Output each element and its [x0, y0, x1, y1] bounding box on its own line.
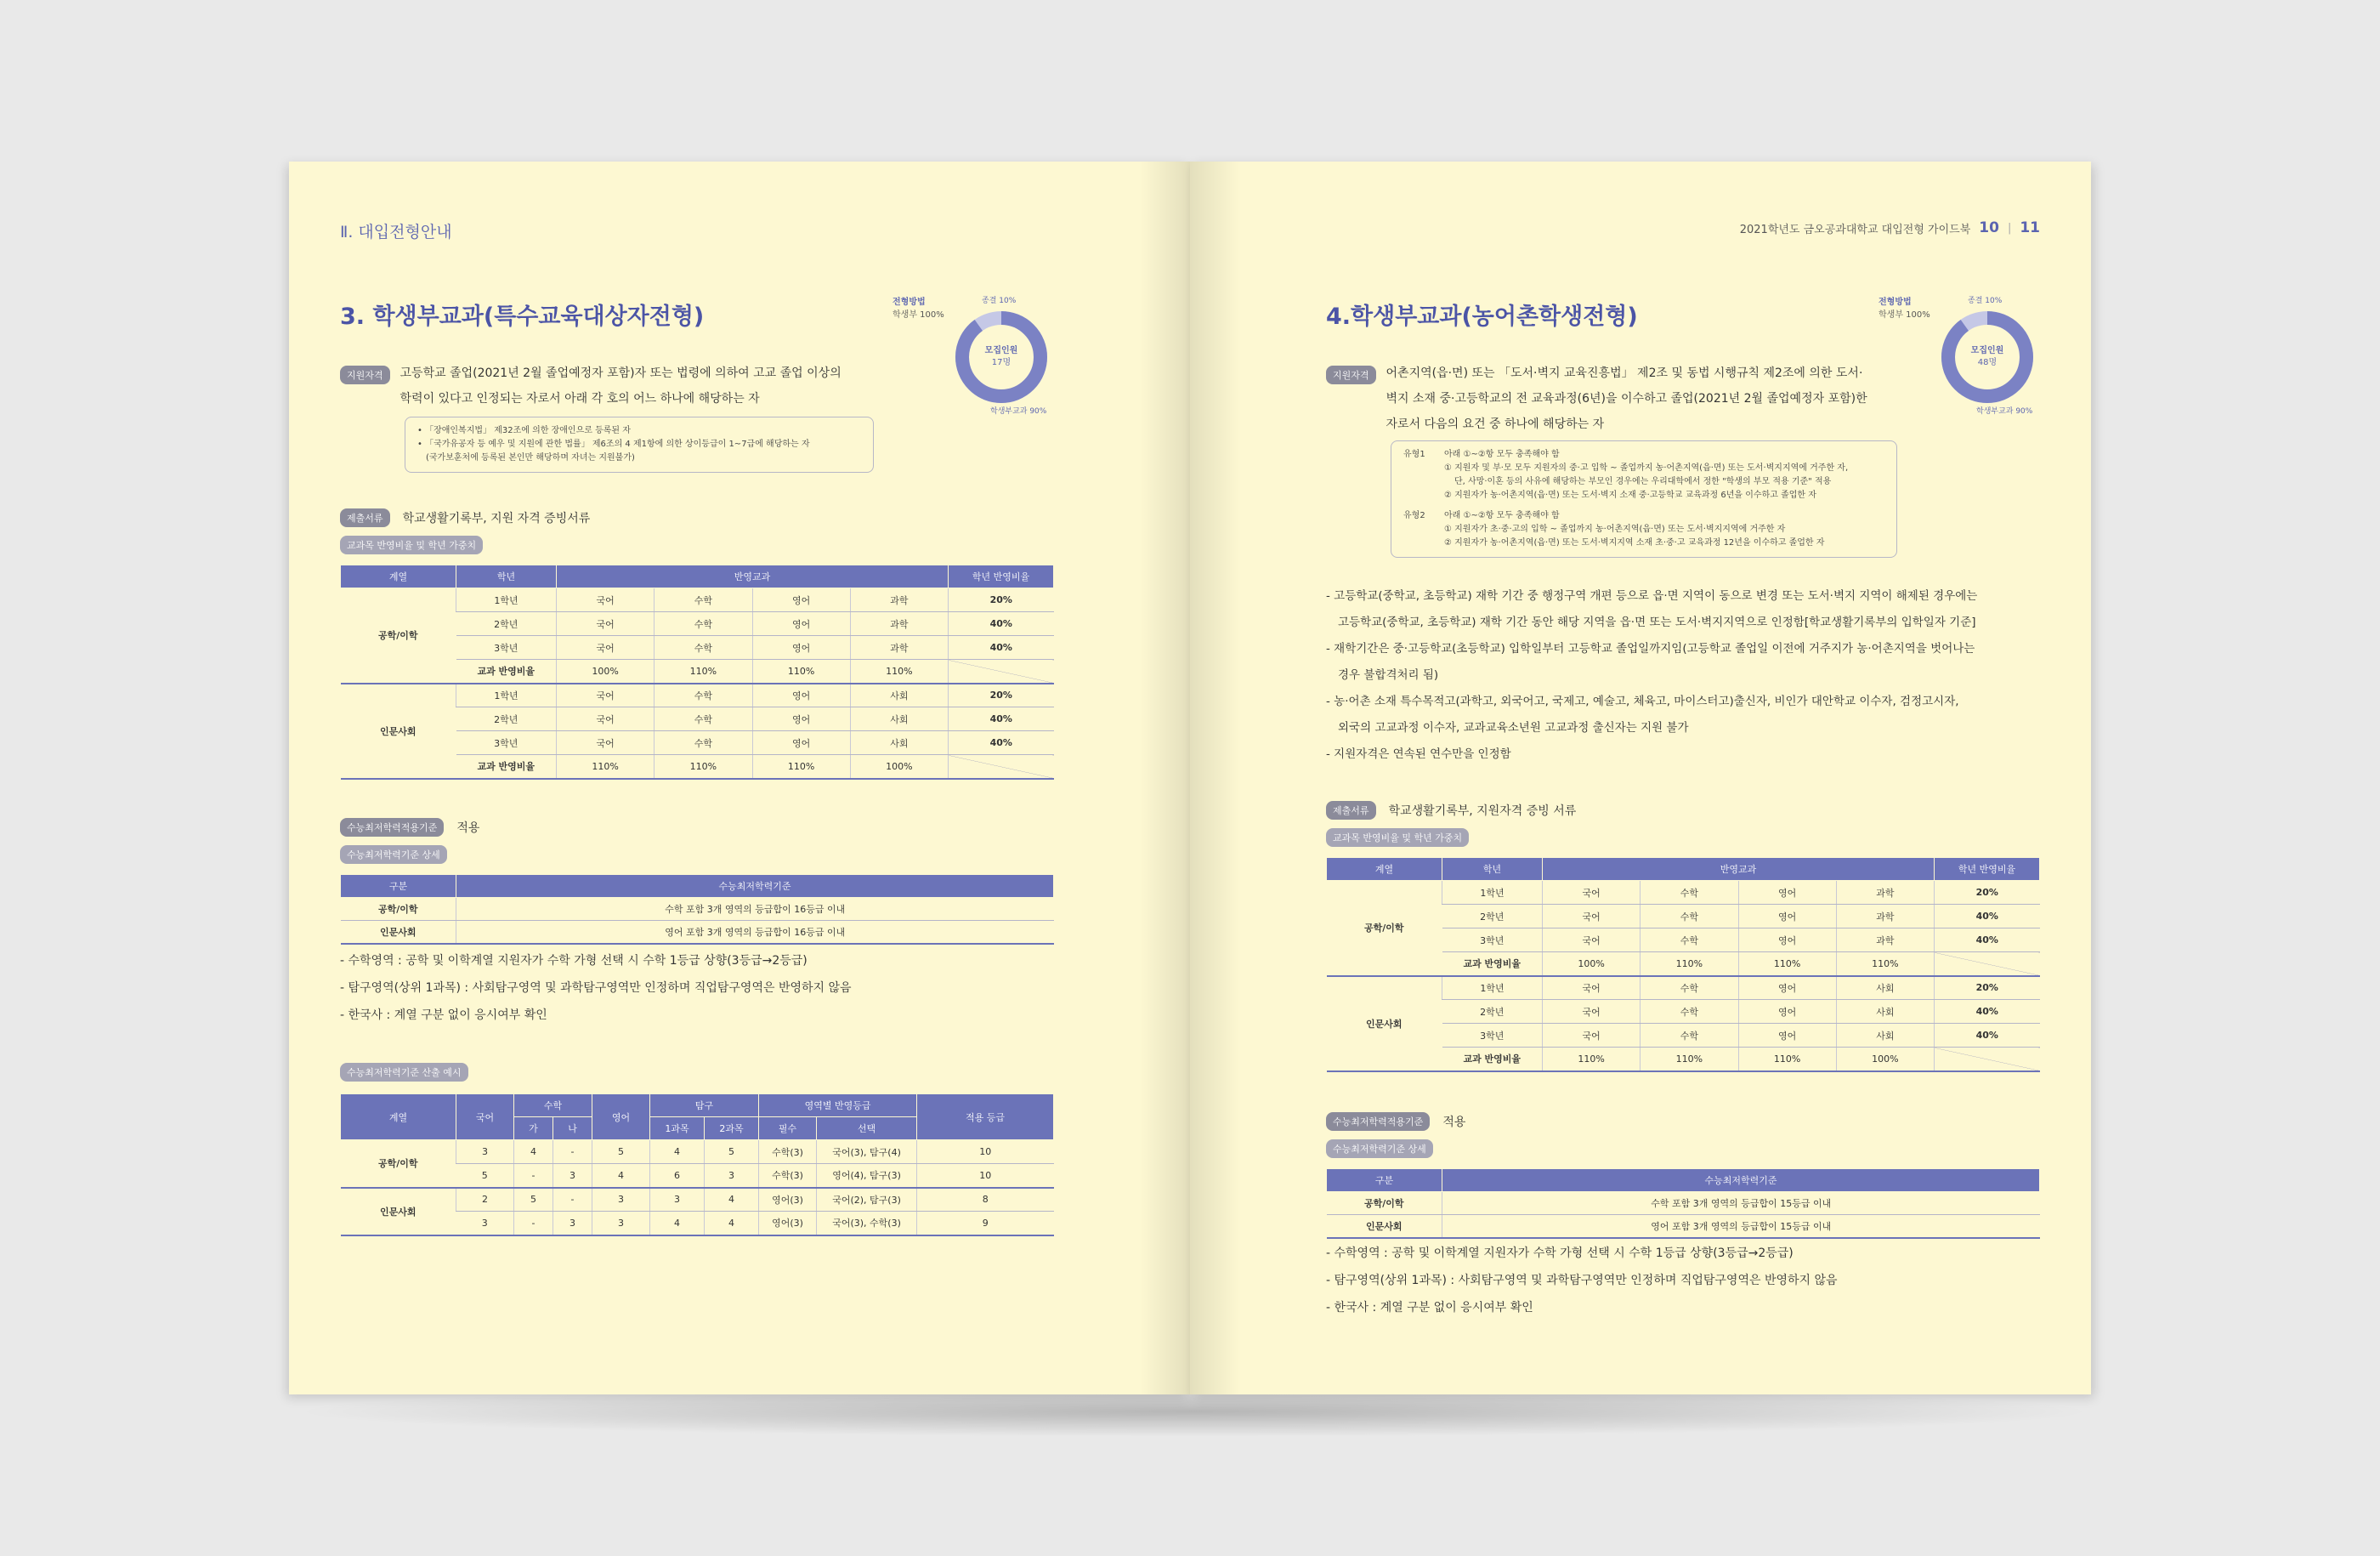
page-number-right: 11: [2020, 219, 2040, 236]
book-title: 2021학년도 금오공과대학교 대입전형 가이드북: [1739, 223, 1971, 236]
min-apply-tag: 수능최저학력적용기준: [1326, 1112, 1430, 1131]
table-row: 3학년 국어 수학 영어 과학 40%: [341, 636, 1054, 660]
table-row: 인문사회 영어 포함 3개 영역의 등급합이 15등급 이내: [1327, 1215, 2040, 1238]
table-row: 3학년 국어 수학 영어 과학 40%: [1327, 928, 2040, 952]
qualification-tag: 지원자격: [1326, 366, 1376, 384]
condition-line: 고등학교(중학교, 초등학교) 재학 기간 동안 해당 지역을 읍·면 또는 도서·벽지지역으로 인정함[학교생활기록부의 입학일자 기준]: [1338, 616, 1976, 629]
condition-line: - 농·어촌 소재 특수목적고(과학고, 외국어고, 국제고, 예술고, 체육고, 마이스터고)출신자, 비인가 대안학교 이수자, 검정고시자,: [1326, 695, 1959, 708]
min-apply-section: [1326, 1112, 1465, 1131]
page-title: 4.학생부교과(농어촌학생전형): [1326, 304, 1638, 330]
documents-tag: 제출서류: [1326, 801, 1376, 820]
table-row: 교과 반영비율 100% 110% 110% 110%: [341, 660, 1054, 684]
qualification-tag: 지원자격: [340, 366, 390, 384]
ratio-tag-wrap: [340, 536, 483, 554]
min-detail-tag: 수능최저학력기준 상세: [1326, 1139, 1433, 1158]
table-row: 공학/이학 1학년 국어 수학 영어 과학 20%: [1327, 881, 2040, 905]
table-row: 공학/이학 1학년 국어 수학 영어 과학 20%: [341, 588, 1054, 612]
table-row: 2학년 국어 수학 영어 과학 40%: [1327, 905, 2040, 928]
conditions-list: [1326, 583, 2057, 768]
table-row: 2학년 국어 수학 영어 과학 40%: [341, 612, 1054, 636]
table-row: 교과 반영비율 100% 110% 110% 110%: [1327, 952, 2040, 976]
qualification-section: [340, 366, 952, 473]
min-detail-tag: 수능최저학력기준 상세: [340, 845, 447, 864]
table-row: 2학년 국어 수학 영어 사회 40%: [1327, 1000, 2040, 1024]
min-detail-tag-wrap: [340, 845, 447, 864]
ratio-table: 계열 학년 반영교과 학년 반영비율 공학/이학 1학년 국어 수학 영어 과학 20% 2학년 국어 수학 영어 과학 40% 3학년 국어 수학 영어 과학 40% 교과 반영비율 100% 110% 110% 110% 인문사회 1학년 국어 수학 영어 사회 20% 2학년 국어 수학 영어 사회 40% 3학년 국어 수학 영어 사회 40% 교과 반영비율 110% 110% 110% 100%: [1326, 857, 2040, 1072]
min-detail-tag-wrap: [1326, 1139, 1433, 1158]
section-header: Ⅱ. 대입전형안내: [340, 223, 452, 241]
table-row: 3학년 국어 수학 영어 사회 40%: [341, 731, 1054, 755]
ratio-tag-wrap: [1326, 828, 1469, 847]
table-row: 교과 반영비율 110% 110% 110% 100%: [1327, 1048, 2040, 1071]
condition-line: - 재학기간은 중·고등학교(초등학교) 입학일부터 고등학교 졸업일까지임(고등학교 졸업일 이전에 거주지가 농·어촌지역을 벗어나는: [1326, 642, 1975, 656]
ratio-table-wrap: [340, 565, 1054, 780]
running-header: [1740, 219, 2040, 236]
min-apply-value: 적용: [456, 821, 480, 835]
condition-line: - 지원자격은 연속된 연수만을 인정함: [1326, 747, 1511, 761]
table-row: 인문사회 1학년 국어 수학 영어 사회 20%: [341, 684, 1054, 707]
ratio-tag: 교과목 반영비율 및 학년 가중치: [340, 536, 483, 554]
qualification-section: [1326, 366, 1989, 558]
min-apply-value: 적용: [1442, 1116, 1466, 1129]
type-group: 유형2 아래 ①~②항 모두 충족해야 함 ① 지원자가 초·중·고의 입학 ~ 졸업까지 농·어촌지역(읍·면) 또는 도서·벽지지역에 거주한 자 ② 지원자가 농·어촌지역(읍·면) 또는 도서·벽지지역 소재 초·중·고 교육과정 12년을 이수하고 졸업한 자: [1403, 511, 1825, 548]
qualification-line: 학력이 있다고 인정되는 자로서 아래 각 호의 어느 하나에 해당하는 자: [400, 392, 760, 406]
qualification-line: 벽지 소재 중·고등학교의 전 교육과정(6년)을 이수하고 졸업(2021년 2월 졸업예정자 포함)한: [1386, 392, 1867, 406]
note-line: - 탐구영역(상위 1과목) : 사회탐구영역 및 과학탐구영역만 인정하며 직업탐구영역은 반영하지 않음: [1326, 1274, 1838, 1287]
min-table-wrap: [340, 874, 1054, 945]
table-row: 2학년 국어 수학 영어 사회 40%: [341, 707, 1054, 731]
calc-tag-wrap: [340, 1063, 468, 1082]
documents-text: 학교생활기록부, 지원 자격 증빙서류: [402, 512, 591, 525]
documents-section: [340, 508, 590, 527]
note-line: - 한국사 : 계열 구분 없이 응시여부 확인: [340, 1008, 547, 1022]
type-group: 유형1 아래 ①~②항 모두 충족해야 함 ① 지원자 및 부·모 모두 지원자의 중·고 입학 ~ 졸업까지 농·어촌지역(읍·면) 또는 도서·벽지지역에 거주한 자, 단, 사망·이혼 등의 사유에 해당하는 부모인 경우에는 우리대학에서 정한 "학생의 부모 적용 기준" 적용 ② 지원자가 농·어촌지역(읍·면) 또는 도서·벽지 소재 중·고등학교 교육과정 6년을 이수하고 졸업한 자: [1403, 450, 1849, 500]
ratio-tag: 교과목 반영비율 및 학년 가중치: [1326, 828, 1469, 847]
min-table: 구분 수능최저학력기준 공학/이학 수학 포함 3개 영역의 등급합이 16등급 이내 인문사회 영어 포함 3개 영역의 등급합이 16등급 이내: [340, 874, 1054, 945]
min-apply-section: [340, 818, 479, 837]
table-row: 3 - 3 3 4 4 영어(3) 국어(3), 수학(3) 9: [341, 1212, 1054, 1235]
table-row: 3학년 국어 수학 영어 사회 40%: [1327, 1024, 2040, 1048]
page-title: 3. 학생부교과(특수교육대상자전형): [340, 304, 705, 330]
min-notes: [340, 947, 1105, 1029]
donut-center: 모집인원 17명: [984, 346, 1018, 367]
table-row: 공학/이학 수학 포함 3개 영역의 등급합이 16등급 이내: [341, 898, 1054, 921]
min-table-wrap: [1326, 1168, 2040, 1239]
min-apply-tag: 수능최저학력적용기준: [340, 818, 444, 837]
donut-method: 전형방법 학생부 100%: [1878, 298, 1930, 320]
qualification-types: [1391, 440, 1897, 558]
min-table: 구분 수능최저학력기준 공학/이학 수학 포함 3개 영역의 등급합이 15등급 이내 인문사회 영어 포함 3개 영역의 등급합이 15등급 이내: [1326, 1168, 2040, 1239]
condition-line: - 고등학교(중학교, 초등학교) 재학 기간 중 행정구역 개편 등으로 읍·면 지역이 동으로 변경 또는 도서·벽지 지역이 해제된 경우에는: [1326, 589, 1978, 603]
documents-section: [1326, 801, 1576, 820]
condition-line: 경우 불합격처리 됨): [1338, 668, 1439, 682]
table-row: 교과 반영비율 110% 110% 110% 100%: [341, 755, 1054, 779]
donut-center: 모집인원 48명: [1970, 346, 2004, 367]
calc-table: 계열 국어 수학 영어 탐구 영역별 반영등급 적용 등급 가 나 1과목 2과목 필수 선택 공학/이학 3 4 - 5 4 5 수학(3) 국어(3), 탐구(4) 10 5 - 3 4 6 3 수학(3) 영어(4), 탐구(3) 10 인문사회 2 5 - 3 3 4 영어(3) 국어(2), 탐구(3) 8 3 - 3 3 4 4 영어(3) 국어(3), 수학(3) 9: [340, 1093, 1054, 1236]
note-line: - 수학영역 : 공학 및 이학계열 지원자가 수학 가형 선택 시 수학 1등급 상향(3등급→2등급): [340, 954, 808, 968]
qualification-line: 어촌지역(읍·면) 또는 「도서·벽지 교육진흥법」 제2조 및 동법 시행규칙 제2조에 의한 도서·: [1386, 366, 1863, 380]
donut-top-label: 종결 10%: [1968, 297, 2003, 305]
right-page: [1190, 162, 2091, 1394]
table-row: 공학/이학 수학 포함 3개 영역의 등급합이 15등급 이내: [1327, 1192, 2040, 1215]
qualification-line: 고등학교 졸업(2021년 2월 졸업예정자 포함)자 또는 법령에 의하여 고교 졸업 이상의: [400, 366, 842, 380]
donut-method: 전형방법 학생부 100%: [892, 298, 944, 320]
documents-text: 학교생활기록부, 지원자격 증빙 서류: [1388, 804, 1577, 818]
table-row: 인문사회 영어 포함 3개 영역의 등급합이 16등급 이내: [341, 921, 1054, 944]
note-line: - 탐구영역(상위 1과목) : 사회탐구영역 및 과학탐구영역만 인정하며 직업탐구영역은 반영하지 않음: [340, 981, 852, 995]
left-gutter-shade: [1139, 162, 1190, 1394]
ratio-table-wrap: [1326, 857, 2040, 1072]
note-line: - 한국사 : 계열 구분 없이 응시여부 확인: [1326, 1301, 1533, 1315]
right-gutter-shade: [1190, 162, 1241, 1394]
calc-table-wrap: [340, 1093, 1054, 1236]
table-row: 인문사회 1학년 국어 수학 영어 사회 20%: [1327, 976, 2040, 1000]
note-line: - 수학영역 : 공학 및 이학계열 지원자가 수학 가형 선택 시 수학 1등급 상향(3등급→2등급): [1326, 1247, 1794, 1260]
min-notes: [1326, 1240, 2057, 1321]
ratio-table: 계열 학년 반영교과 학년 반영비율 공학/이학 1학년 국어 수학 영어 과학 20% 2학년 국어 수학 영어 과학 40% 3학년 국어 수학 영어 과학 40% 교과 반영비율 100% 110% 110% 110% 인문사회 1학년 국어 수학 영어 사회 20% 2학년 국어 수학 영어 사회 40% 3학년 국어 수학 영어 사회 40% 교과 반영비율 110% 110% 110% 100%: [340, 565, 1054, 780]
page-separator: |: [2007, 221, 2012, 235]
qualification-notes: • 「장애인복지법」 제32조에 의한 장애인으로 등록된 자 • 「국가유공자 등 예우 및 지원에 관한 법률」 제6조의 4 제1항에 의한 상이등급이 1~7급에 해당하는 자 (국가보훈처에 등록된 본인만 해당하며 자녀는 지원불가): [405, 417, 874, 473]
table-row: 인문사회 2 5 - 3 3 4 영어(3) 국어(2), 탐구(3) 8: [341, 1188, 1054, 1212]
table-row: 공학/이학 3 4 - 5 4 5 수학(3) 국어(3), 탐구(4) 10: [341, 1140, 1054, 1164]
calc-tag: 수능최저학력기준 산출 예시: [340, 1063, 468, 1082]
table-row: 5 - 3 4 6 3 수학(3) 영어(4), 탐구(3) 10: [341, 1164, 1054, 1188]
page-number-left: 10: [1979, 219, 1999, 236]
donut-bottom-label: 학생부교과 90%: [1976, 407, 2033, 416]
qualification-line: 자로서 다음의 요건 중 하나에 해당하는 자: [1386, 417, 1605, 431]
donut-bottom-label: 학생부교과 90%: [990, 407, 1047, 416]
left-page: [289, 162, 1190, 1394]
documents-tag: 제출서류: [340, 508, 390, 527]
condition-line: 외국의 고교과정 이수자, 교과교육소년원 고교과정 출신자는 지원 불가: [1338, 721, 1689, 735]
donut-top-label: 종결 10%: [982, 297, 1017, 305]
